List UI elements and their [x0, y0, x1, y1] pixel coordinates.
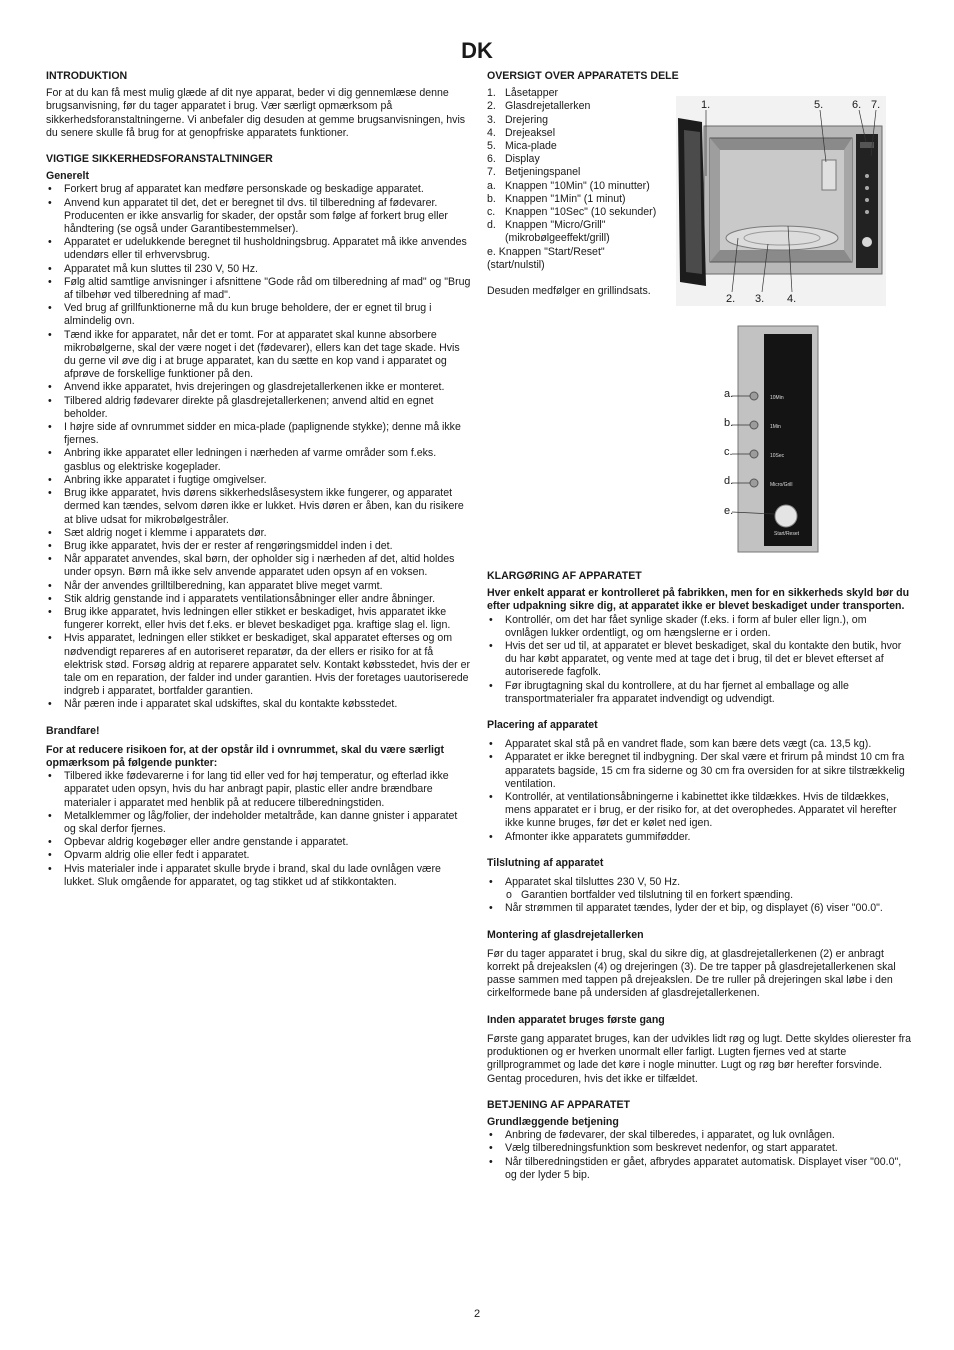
- right-column-lower: [487, 570, 912, 1182]
- list-item: • Tilbered aldrig fødevarer direkte på glasdrejetallerkenen; anvend altid en egnet beholder.: [46, 395, 471, 421]
- fire-intro: For at reducere risikoen for, at der opstår ild i ovnrummet, skal du være særligt opmærksom på følgende punkter:: [46, 743, 444, 769]
- figure-label: 7.: [871, 99, 881, 111]
- list-item: • Når strømmen til apparatet tændes, lyder der et bip, og displayet (6) viser "00.0".: [487, 902, 912, 915]
- list-item: • Hvis materialer inde i apparatet skulle bryde i brand, skal du lade ovnlågen være lukket. Sluk omgående for apparatet, og tag stikket ud af stikkontakten.: [46, 863, 471, 889]
- page-number: 2: [473, 1308, 481, 1320]
- prep-heading: KLARGØRING AF APPARATET: [487, 570, 642, 582]
- parts-list: [487, 87, 672, 245]
- list-item: • Apparatet skal tilsluttes 230 V, 50 Hz.: [487, 876, 912, 889]
- list-item: • Anvend ikke apparatet, hvis drejeringen og glasdrejetallerkenen ikke er monteret.: [46, 381, 471, 394]
- figure-label: 1.: [701, 99, 711, 111]
- control-panel-figure: [718, 322, 820, 554]
- overview-heading: OVERSIGT OVER APPARATETS DELE: [487, 70, 679, 82]
- list-item: • Apparatet må kun sluttes til 230 V, 50 Hz.: [46, 263, 471, 276]
- panel-button-text: 10Sec: [770, 453, 785, 459]
- safety-heading: VIGTIGE SIKKERHEDSFORANSTALTNINGER: [46, 153, 273, 166]
- list-item: • Metalklemmer og låg/folier, der indeholder metaltråde, kan danne gnister i apparatet og skal derfor fjernes.: [46, 810, 471, 836]
- list-item: a. Knappen "10Min" (10 minutter): [487, 179, 650, 192]
- list-item: • Hvis apparatet, ledningen eller stikket er beskadiget, skal apparatet efterses og om nødvendigt repareres af en autoriseret reparatør, da der ellers er risiko for at få elektrisk stød. Forsøg aldrig at reparere apparatet selv. Kontakt købsstedet, hvis der er tale om en reparation, der falder ind under garantien. Hvis der foretages uautoriserede indgreb i apparatet, bortfalder garantien.: [46, 632, 471, 698]
- list-item: o Garantien bortfalder ved tilslutning til en forkert spænding.: [505, 889, 912, 902]
- panel-button-text: Start/Reset: [774, 531, 800, 537]
- figure-label: 3.: [755, 293, 765, 305]
- left-column: [46, 70, 471, 889]
- list-item: • Sæt aldrig noget i klemme i apparatets dør.: [46, 527, 471, 540]
- list-item: • Før ibrugtagning skal du kontrollere, at du har fjernet al emballage og alle transportmaterialer fra apparatet indvendigt og udvendigt.: [487, 680, 912, 706]
- list-item: • Kontrollér, om det har fået synlige skader (f.eks. i form af buler eller lign.), om ovnlågen lukker ordentligt, og om hængslerne er i orden.: [487, 614, 912, 640]
- prep-list: [487, 614, 912, 706]
- safety-subheading: Generelt: [46, 170, 89, 183]
- figure-label: 6.: [852, 99, 862, 111]
- list-item: 1. Låsetapper: [487, 87, 559, 100]
- mounting-text: Før du tager apparatet i brug, skal du sikre dig, at glasdrejetallerkenen (2) er anbragt korrekt på drejeakslen (4) og drejeringen (3). De tre tapper på glasdrejetallerkenen skal passe sammen med tappen på drejeakslen. De tre ruller på drejeringen skal løbe i den cirkelformede bane på undersiden af glasdrejetallerkenen.: [487, 947, 896, 1000]
- list-item: • Opbevar aldrig kogebøger eller andre genstande i apparatet.: [46, 836, 471, 849]
- operation-list: [487, 1129, 912, 1182]
- list-item: • Tilbered ikke fødevarerne i for lang tid eller ved for høj temperatur, og efterlad ikke apparatet uden opsyn, hvis du har anbragt papir, plastic eller andre brændbare materialer i apparatet med henblik på at reducere tilberedningstiden.: [46, 770, 471, 810]
- list-item: 5. Mica-plade: [487, 140, 557, 153]
- list-item: • Når apparatet anvendes, skal børn, der opholder sig i nærheden af det, altid holdes under opsyn. Børn må ikke selv anvende apparatet uden opsyn af en voksen.: [46, 553, 471, 579]
- operation-subheading: Grundlæggende betjening: [487, 1115, 619, 1128]
- panel-button-text: 10Min: [770, 395, 784, 401]
- placement-heading: Placering af apparatet: [487, 719, 598, 732]
- list-item: 3. Drejering: [487, 113, 548, 126]
- list-item: • Hvis det ser ud til, at apparatet er blevet beskadiget, skal du kontakte den butik, hvor du har købt apparatet, og vente med at tage det i brug, til det er blevet efterset af autoriserede fagfolk.: [487, 640, 912, 680]
- intro-text: For at du kan få mest mulig glæde af dit nye apparat, beder vi dig gennemlæse denne brugsanvisning, før du tager apparatet i brug. Vær særligt opmærksom på sikkerhedsforanstaltningerne. Vi anbefaler dig desuden at gemme brugsanvisningen, hvis du senere skulle få brug for at genopfriske apparatets funktioner.: [46, 87, 466, 139]
- list-item: • Brug ikke apparatet, hvis ledningen eller stikket er beskadiget, hvis apparatet ikke fungerer korrekt, eller hvis det f.eks. er blevet beskadiget pga. kraftige slag el. lign.: [46, 606, 471, 632]
- connection-sublist: [487, 889, 912, 902]
- part-e-line2: (start/nulstil): [487, 258, 545, 271]
- operation-heading: BETJENING AF APPARATET: [487, 1098, 631, 1111]
- intro-heading: INTRODUKTION: [46, 70, 128, 82]
- list-item: • Brug ikke apparatet, hvis der er rester af rengøringsmiddel inden i det.: [46, 540, 471, 553]
- panel-button-text: Micro/Grill: [770, 482, 793, 488]
- list-item: • Anvend kun apparatet til det, det er beregnet til dvs. til tilberedning af fødevarer. Producenten er ikke ansvarlig for skader, der opstår som følge af forkert brug eller håndtering (se også under Garantibestemmelser).: [46, 197, 471, 237]
- list-item: • Når tilberedningstiden er gået, afbrydes apparatet automatisk. Displayet viser "00.0", og der lyder 5 bip.: [487, 1156, 912, 1182]
- list-item: • Når pæren inde i apparatet skal udskiftes, skal du kontakte købsstedet.: [46, 698, 471, 711]
- list-item: • Anbring de fødevarer, der skal tilberedes, i apparatet, og luk ovnlågen.: [487, 1129, 912, 1142]
- list-item: • Opvarm aldrig olie eller fedt i apparatet.: [46, 849, 471, 862]
- fire-heading: Brandfare!: [46, 724, 100, 737]
- list-item: • I højre side af ovnrummet sidder en mica-plade (paplignende stykke); denne må ikke fjernes.: [46, 421, 471, 447]
- safety-list: [46, 183, 471, 711]
- overview-section: [487, 70, 679, 298]
- list-item: • Tænd ikke for apparatet, når det er tomt. For at apparatet skal kunne absorbere mikrobølgerne, skal der være noget i det (fødevarer), ellers kan det tage skade. Hvis du gerne vil øve dig i at bruge apparatet, kan du sætte en kop vand i apparatet og afprøve de forskellige funktioner på den.: [46, 329, 471, 382]
- list-item: • Vælg tilberedningsfunktion som beskrevet nedenfor, og start apparatet.: [487, 1142, 912, 1155]
- microwave-illustration: [676, 96, 886, 306]
- figure-label: d.: [724, 475, 734, 487]
- connection-list-2: [487, 902, 912, 915]
- figure-label: 4.: [787, 293, 797, 305]
- list-item: • Afmonter ikke apparatets gummifødder.: [487, 831, 912, 844]
- connection-list: [487, 876, 912, 889]
- part-e-line1: e. Knappen "Start/Reset": [487, 245, 605, 258]
- list-item: d. Knappen "Micro/Grill" (mikrobølgeeffekt/grill): [487, 219, 610, 245]
- connection-heading: Tilslutning af apparatet: [487, 856, 604, 869]
- figure-label: b.: [724, 417, 734, 429]
- panel-button-text: 1Min: [770, 424, 781, 430]
- list-item: c. Knappen "10Sec" (10 sekunder): [487, 206, 657, 219]
- list-item: • Apparatet er udelukkende beregnet til husholdningsbrug. Apparatet må ikke anvendes udendørs eller til erhvervsbrug.: [46, 236, 471, 262]
- figure-label: a.: [724, 388, 734, 400]
- list-item: • Følg altid samtlige anvisninger i afsnittene "Gode råd om tilberedning af mad" og "Brug af tilbehør ved tilberedning af mad".: [46, 276, 471, 302]
- control-panel-illustration: [718, 322, 820, 554]
- fire-list: [46, 770, 471, 889]
- figure-label: 5.: [814, 99, 824, 111]
- prep-intro: Hver enkelt apparat er kontrolleret på fabrikken, men for en sikkerheds skyld bør du efter udpakning sikre dig, at apparatet ikke er blevet beskadiget under transporten.: [487, 587, 910, 613]
- list-item: 7. Betjeningspanel: [487, 166, 581, 179]
- list-item: b. Knappen "1Min" (1 minut): [487, 192, 626, 205]
- list-item: • Apparatet skal stå på en vandret flade, som kan bære dets vægt (ca. 13,5 kg).: [487, 738, 912, 751]
- figure-label: 2.: [726, 293, 736, 305]
- list-item: • Kontrollér, at ventilationsåbningerne i kabinettet ikke tildækkes. Hvis de tildækkes, mens apparatet er i brug, er der risiko for, at det overophedes. Apparatet vil herefter ikke kunne bruges, før det er kølet ned igen.: [487, 791, 912, 831]
- list-item: 2. Glasdrejetallerken: [487, 100, 591, 113]
- list-item: • Brug ikke apparatet, hvis dørens sikkerhedslåsesystem ikke fungerer, og apparatet dermed kan tændes, selvom døren ikke er lukket. Hvis døren er åben, kan du risikere at blive udsat for mikrobølgestråler.: [46, 487, 471, 527]
- language-heading: DK: [461, 38, 493, 63]
- list-item: • Apparatet er ikke beregnet til indbygning. Der skal være et frirum på mindst 10 cm fra apparatets bagside, 15 cm fra siderne og 30 cm fra oversiden for at sikre tilstrækkelig ventilation.: [487, 751, 912, 791]
- list-item: • Stik aldrig genstande ind i apparatets ventilationsåbninger eller andre åbninger.: [46, 593, 471, 606]
- list-item: • Ved brug af grillfunktionerne må du kun bruge beholdere, der er egnet til brug i almindelig ovn.: [46, 302, 471, 328]
- firstuse-text: Første gang apparatet bruges, kan der udvikles lidt røg og lugt. Dette skyldes olierester fra produktionen og er hverken unormalt eller farligt. Lugten fjernes ved at starte grillprogrammet og lade det køre i nogle minutter. Lugt og røg bør herefter forsvinde. Gentag proceduren, hvis det ikke er tilfældet.: [487, 1032, 911, 1085]
- list-item: 6. Display: [487, 153, 540, 166]
- placement-list: [487, 738, 912, 844]
- list-item: • Anbring ikke apparatet eller ledningen i nærheden af varme områder som f.eks. gasblus og elektriske kogeplader.: [46, 447, 471, 473]
- figure-label: e.: [724, 505, 734, 517]
- grill-insert-note: Desuden medfølger en grillindsats.: [487, 285, 651, 298]
- list-item: • Når der anvendes grilltilberedning, kan apparatet blive meget varmt.: [46, 580, 471, 593]
- mounting-heading: Montering af glasdrejetallerken: [487, 928, 644, 941]
- list-item: 4. Drejeaksel: [487, 126, 556, 139]
- microwave-figure: [676, 96, 886, 306]
- list-item: • Forkert brug af apparatet kan medføre personskade og beskadige apparatet.: [46, 183, 471, 196]
- figure-label: c.: [724, 446, 733, 458]
- firstuse-heading: Inden apparatet bruges første gang: [487, 1013, 665, 1026]
- list-item: • Anbring ikke apparatet i fugtige omgivelser.: [46, 474, 471, 487]
